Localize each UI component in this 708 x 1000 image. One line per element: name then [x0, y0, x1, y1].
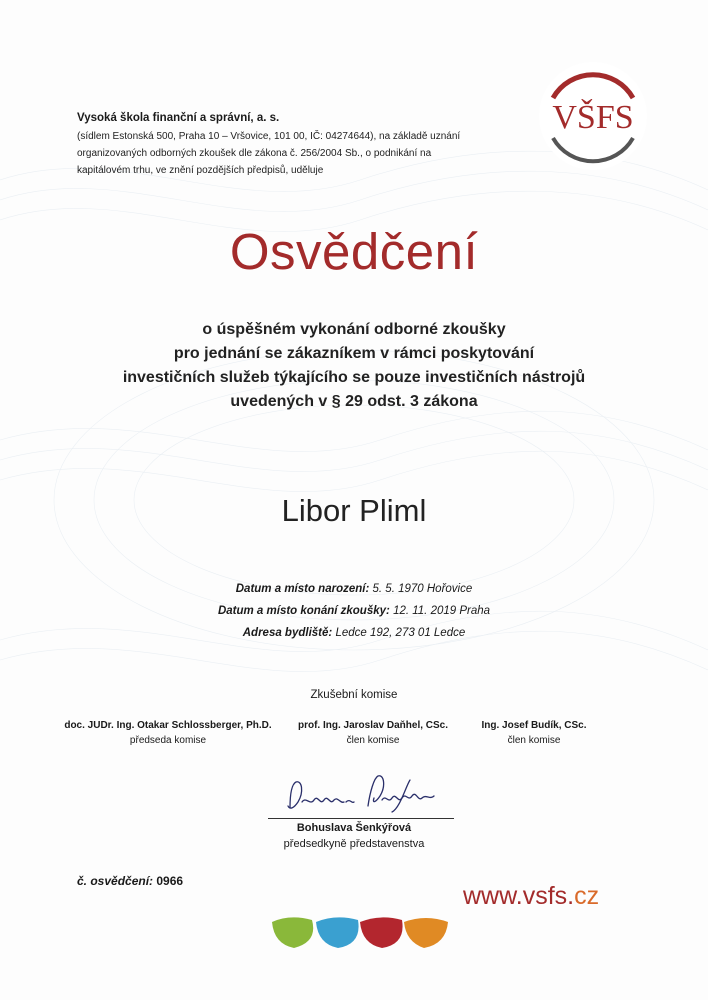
exam-value: 12. 11. 2019 Praha: [393, 605, 491, 617]
subtitle-line: uvedených v § 29 odst. 3 zákona: [230, 393, 478, 410]
subtitle-line: investičních služeb týkajícího se pouze investičních nástrojů: [122, 369, 586, 386]
subtitle-line: o úspěšném vykonání odborné zkoušky: [202, 321, 506, 338]
website-tld: cz: [574, 882, 600, 910]
exam-row: [0, 600, 708, 622]
website-url: [463, 882, 599, 911]
green-blob: [272, 917, 313, 948]
handwritten-signature: [282, 772, 440, 818]
signatory-name: Bohuslava Šenkýřová: [296, 822, 412, 834]
birth-label: Datum a místo narození:: [235, 583, 370, 595]
svg-text:VŠFS: VŠFS: [552, 99, 634, 136]
certificate-number-value: 0966: [156, 874, 184, 888]
certificate-number: [77, 874, 183, 888]
red-blob: [360, 917, 403, 948]
address-value: Ledce 192, 273 01 Ledce: [335, 627, 466, 639]
birth-value: 5. 5. 1970 Hořovice: [372, 583, 473, 595]
issuer-name: Vysoká škola finanční a správní, a. s.: [77, 112, 280, 124]
member-role: člen komise: [346, 735, 400, 746]
commission-member: [288, 718, 458, 748]
issuer-line: organizovaných odborných zkoušek dle zákona č. 256/2004 Sb., o podnikání na: [77, 148, 432, 159]
address-label: Adresa bydliště:: [242, 627, 333, 639]
member-name: prof. Ing. Jaroslav Daňhel, CSc.: [297, 720, 449, 731]
signatory-role: předsedkyně představenstva: [283, 838, 425, 850]
member-name: doc. JUDr. Ing. Otakar Schlossberger, Ph.D.: [64, 720, 272, 731]
blue-blob: [316, 917, 359, 948]
issuer-block: [77, 112, 517, 179]
commission-member: [58, 718, 278, 748]
commission-title: Zkušební komise: [310, 689, 398, 701]
certificate-title: Osvědčení: [229, 223, 479, 280]
vsfs-logo: [535, 58, 651, 174]
exam-label: Datum a místo konání zkoušky:: [217, 605, 390, 617]
issuer-line: (sídlem Estonská 500, Praha 10 – Vršovice, 101 00, IČ: 04274644), na základě uznání: [77, 131, 461, 142]
orange-blob: [404, 918, 448, 948]
member-role: člen komise: [507, 735, 561, 746]
certificate-subtitle: [40, 318, 668, 414]
address-row: [0, 622, 708, 644]
brand-color-blobs: [270, 916, 450, 950]
commission-member: [474, 718, 594, 748]
website-main: www.vsfs.: [463, 882, 575, 910]
holder-details: [0, 578, 708, 644]
member-name: Ing. Josef Budík, CSc.: [481, 720, 587, 731]
signature-line: [268, 818, 454, 819]
member-role: předseda komise: [129, 735, 207, 746]
certificate-number-label: č. osvědčení:: [77, 874, 154, 888]
subtitle-line: pro jednání se zákazníkem v rámci poskytování: [173, 345, 535, 362]
holder-name: Libor Pliml: [281, 493, 427, 528]
birth-row: [0, 578, 708, 600]
issuer-text: [77, 128, 517, 179]
issuer-line: kapitálovém trhu, ve znění pozdějších předpisů, uděluje: [77, 165, 324, 176]
